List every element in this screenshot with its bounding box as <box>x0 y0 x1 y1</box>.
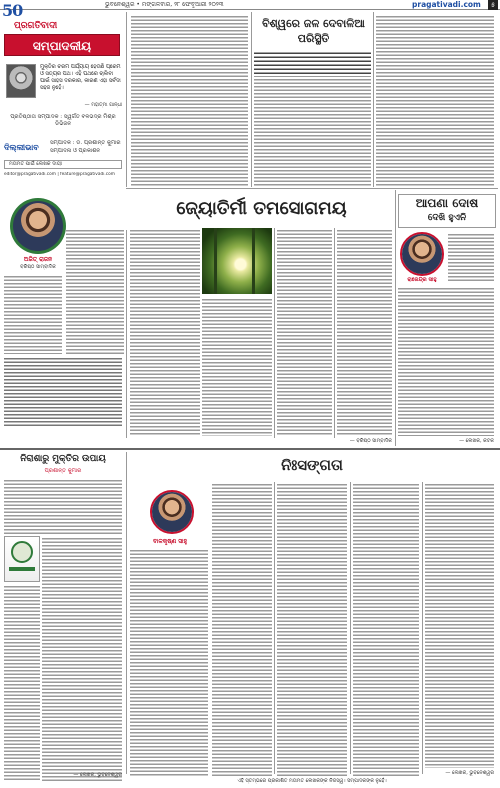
bottom-main-col-3 <box>277 482 347 776</box>
bottom-main-col-4 <box>353 482 419 776</box>
bottom-main-intro <box>212 482 272 776</box>
quote-author: — ମହାତ୍ମା ଗାନ୍ଧୀ <box>84 102 122 108</box>
bottom-main-col-5 <box>425 482 494 768</box>
bottom-main-author: ବାଳକୃଷ୍ଣ ସାହୁ <box>152 538 188 545</box>
bottom-left-col-1b <box>4 584 40 782</box>
bottom-main-title: ନିଃସଙ୍ଗତା <box>281 456 343 474</box>
staff-line-2: ସମ୍ପାଦକ : ଡ. ପ୍ରଶାନ୍ତ କୁମାର <box>50 140 121 146</box>
editorial-col-1 <box>131 14 248 186</box>
founder-label: ପ୍ରତିଷ୍ଠାତା ସମ୍ପାଦକ <box>10 114 59 120</box>
right-col-body <box>398 286 494 436</box>
founder-name: ସ୍ୱର୍ଗତ ବଳଭଦ୍ର ମିଶ୍ର <box>63 114 116 120</box>
staff-box: ପ୍ରତିଷ୍ଠାତା ସମ୍ପାଦକ : ସ୍ୱର୍ଗତ ବଳଭଦ୍ର ମିଶ୍ର ଡିଭିଜନ <box>4 114 122 154</box>
bottom-left-credit: — ଲେଖକ, ଭୁବନେଶ୍ୱର <box>73 772 122 778</box>
bottom-left-author: ପ୍ରଶାନ୍ତ କୁମାର <box>44 468 82 474</box>
quote-text: ମୁକ୍ତିର ଚରମ ପର୍ଯ୍ୟାୟ ହେଉଛି ପ୍ରେମ ଓ ସତ୍ୟର ପଥ। ଏହି ପଥରେ ଚାଲିବା ପାଇଁ ସାହସ ଦରକାର, କାରଣ ଏହା ସର୍ବଦା ସହଜ ନୁହେଁ। <box>40 64 121 91</box>
notice-bar: ମତାମତ ପାଇଁ ଲେଖକ ଦାୟୀ <box>4 160 122 169</box>
bottom-left-title: ନିରାଶାରୁ ମୁକ୍ତିର ଉପାୟ <box>20 454 106 464</box>
main-credit: — ବରିଷ୍ଠ ସାମ୍ବାଦିକ <box>349 438 392 444</box>
right-author-name: ରାଜେନ୍ଦ୍ର ସାହୁ <box>407 277 437 283</box>
bottom-left-photo <box>4 536 40 582</box>
date-line: ଭୁବନେଶ୍ୱର • ମଙ୍ଗଳବାର, ୨୮ ଫେବୃଆରୀ ୨୦୨୩ <box>105 1 224 8</box>
paper-logo: ପ୍ରଗତିବାଦୀ <box>14 21 58 31</box>
gandhi-portrait <box>6 64 36 98</box>
right-author-photo <box>400 232 444 276</box>
bottom-main-photo <box>150 490 194 534</box>
main-col-2 <box>130 228 200 436</box>
main-headline: ଜ୍ୟୋତିର୍ମୀ ତମସୋଗମୟ <box>176 198 347 219</box>
bottom-left-col-2 <box>42 536 122 782</box>
edition-city: ଦିଲ୍ଲୀଭାବ <box>4 143 39 152</box>
page-number: ୫ <box>488 0 498 10</box>
author-caption: ବରିଷ୍ଠ ସାମ୍ବାଦିକ <box>20 264 56 270</box>
author-name: ଅଜିତ୍ ରାଜନ <box>23 256 53 263</box>
editor-name: ଡିଭିଜନ <box>55 121 71 127</box>
editorial-col-3 <box>376 14 494 186</box>
bottom-main-credit: — ଲେଖକ, ଭୁବନେଶ୍ୱର <box>445 770 494 776</box>
main-headline-bar <box>129 194 394 224</box>
right-credit: — ଲେଖକ, କଟକ <box>459 438 494 444</box>
forest-sunlight-image <box>202 228 272 294</box>
main-col-4 <box>277 228 332 436</box>
anniversary-logo: 50 <box>2 1 23 20</box>
email-link[interactable]: editor@pragativadi.com | feature@pragativadi.com <box>4 172 115 177</box>
main-col-3 <box>202 297 272 436</box>
author-photo <box>10 198 66 254</box>
water-article-intro <box>254 50 371 76</box>
water-article-title: ବିଶ୍ୱରେ ଜଳ ଦେବାଳିଆ ପରିସ୍ଥିତି <box>262 17 365 45</box>
staff-line-3: ସମ୍ପାଦନା ଓ ପ୍ରକାଶନ <box>50 148 101 154</box>
bottom-left-col-1 <box>4 478 122 534</box>
main-col-1b <box>4 356 122 428</box>
site-url[interactable]: pragativadi.com <box>412 0 481 9</box>
bottom-main-col-1 <box>130 548 208 776</box>
main-col-5 <box>337 228 392 436</box>
footer-note: ଏହି ସ୍ତମ୍ଭରେ ପ୍ରକାଶିତ ମତାମତ ଲେଖକଙ୍କ ନିଜସ୍ୱ। ସମ୍ପାଦକଙ୍କ ନୁହେଁ। <box>237 778 387 784</box>
right-article-title: ଆପଣା ଦୋଷ ଦେଖି ହୁଏନି <box>398 194 496 228</box>
main-col-1 <box>4 274 62 354</box>
main-col-1top <box>66 228 124 354</box>
right-col-intro <box>448 232 494 282</box>
section-title: ସମ୍ପାଦକୀୟ <box>4 34 120 56</box>
